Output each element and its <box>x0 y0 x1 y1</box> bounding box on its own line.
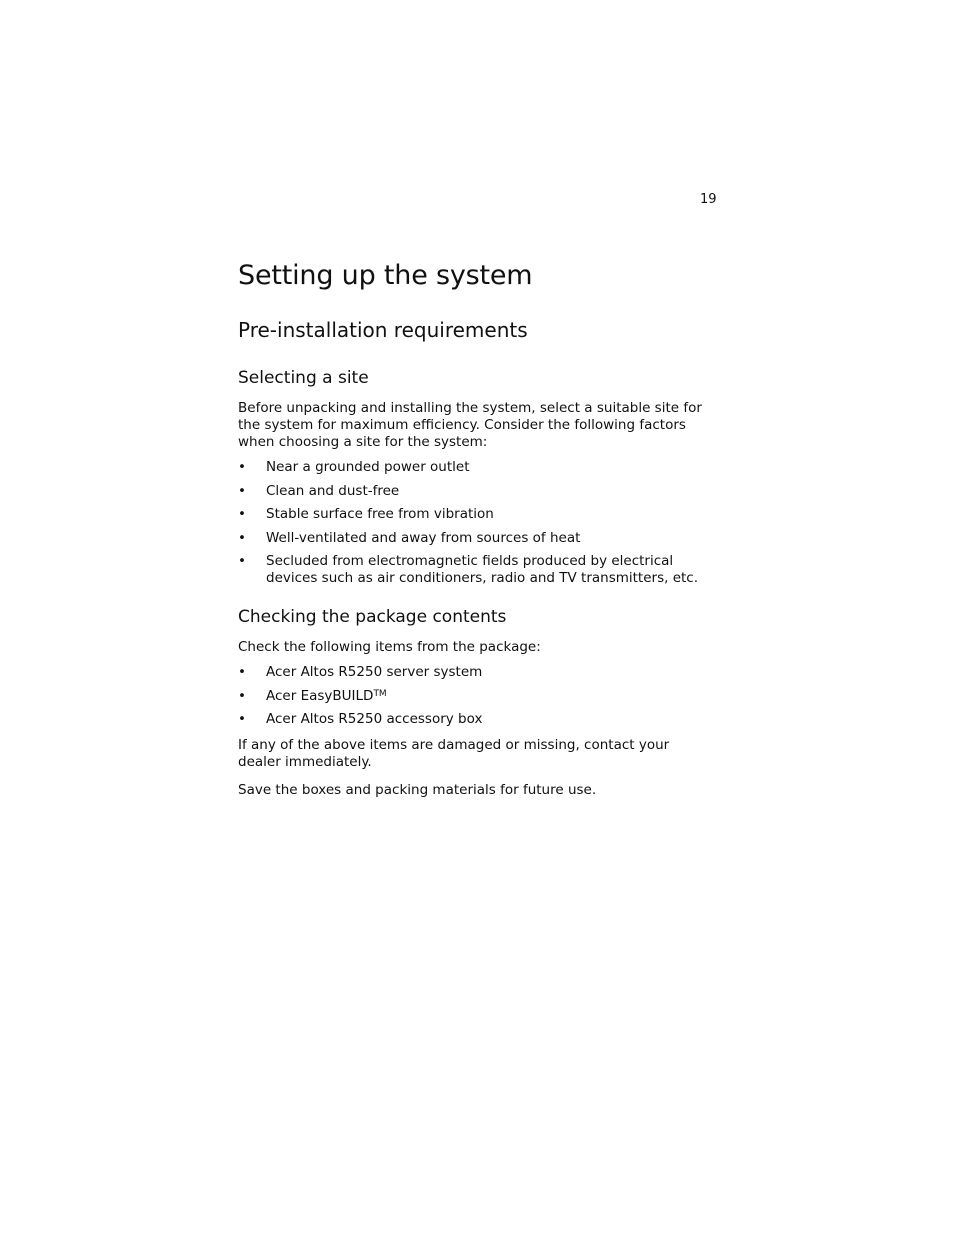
missing-items-note: If any of the above items are damaged or missing, contact your dealer immediately. <box>238 737 670 770</box>
list-item: • Well-ventilated and away from sources of heat <box>238 529 581 546</box>
trademark-mark: TM <box>373 688 387 699</box>
bullet-icon: • <box>238 529 246 546</box>
subsection-heading-package-contents: Checking the package contents <box>238 607 507 627</box>
package-contents-intro: Check the following items from the package: <box>238 639 541 655</box>
page-content <box>238 256 708 799</box>
selecting-site-intro: Before unpacking and installing the system, select a suitable site for the system for maximum efficiency. Consider the following factors when choosing a site for the system: <box>238 400 702 450</box>
bullet-icon: • <box>238 664 246 680</box>
list-item: • Acer EasyBUILD™ <box>238 687 387 704</box>
bullet-icon: • <box>238 459 246 475</box>
bullet-icon: • <box>238 553 246 569</box>
section-heading-pre-installation: Pre-installation requirements <box>238 318 528 342</box>
page-title: Setting up the system <box>238 260 533 291</box>
list-item: • Acer Altos R5250 server system <box>238 664 483 680</box>
site-factors-list <box>238 459 708 587</box>
list-item: • Acer Altos R5250 accessory box <box>238 711 483 727</box>
list-item: • Secluded from electromagnetic fields produced by electrical devices such as air conditioners, radio and TV transmitters, etc. <box>238 553 699 586</box>
save-boxes-note: Save the boxes and packing materials for future use. <box>238 782 597 798</box>
page-number: 19 <box>700 192 717 207</box>
list-item: • Stable surface free from vibration <box>238 506 494 522</box>
bullet-icon: • <box>238 482 246 499</box>
bullet-icon: • <box>238 711 246 727</box>
list-item: • Near a grounded power outlet <box>238 459 470 475</box>
subsection-heading-selecting-site: Selecting a site <box>238 368 369 388</box>
package-items-list <box>238 664 708 728</box>
list-item: • Clean and dust-free <box>238 482 400 499</box>
bullet-icon: • <box>238 687 246 704</box>
bullet-icon: • <box>238 506 246 522</box>
